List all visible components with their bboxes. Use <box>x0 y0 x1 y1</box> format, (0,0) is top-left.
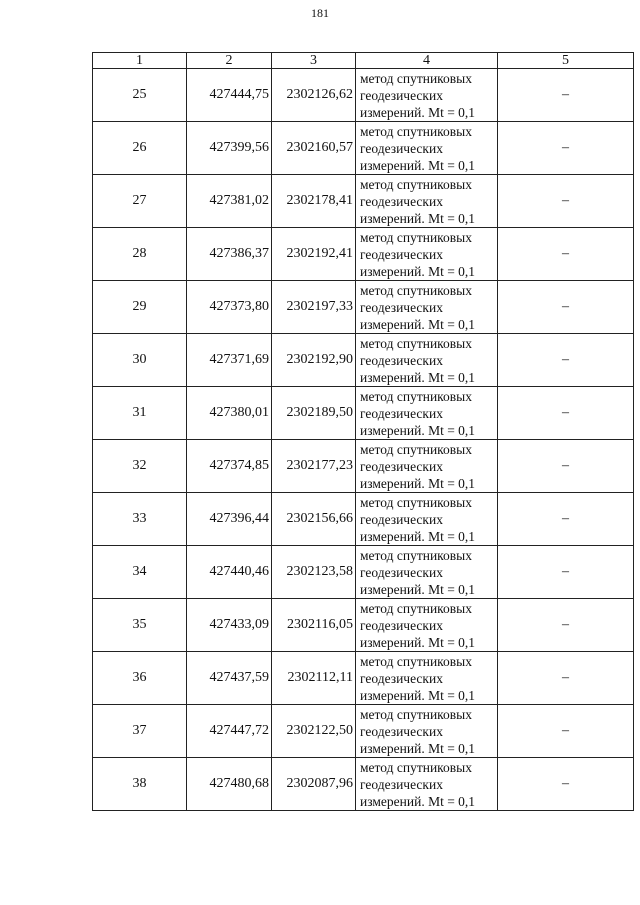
coordinate-y: 2302122,50 <box>272 705 356 758</box>
coordinate-x: 427447,72 <box>187 705 272 758</box>
coordinate-x: 427380,01 <box>187 387 272 440</box>
header-col-3: 3 <box>272 53 356 69</box>
coordinate-y: 2302192,90 <box>272 334 356 387</box>
point-number: 32 <box>93 440 187 493</box>
coordinate-x: 427371,69 <box>187 334 272 387</box>
page-number: 181 <box>311 6 329 20</box>
method-description <box>356 175 498 228</box>
note-cell: – <box>498 387 634 440</box>
method-line-1: метод спутниковых <box>360 335 472 351</box>
coordinate-y: 2302126,62 <box>272 69 356 122</box>
method-line-1: метод спутниковых <box>360 653 472 669</box>
note-cell: – <box>498 599 634 652</box>
note-cell: – <box>498 652 634 705</box>
method-description <box>356 334 498 387</box>
method-line-1: метод спутниковых <box>360 176 472 192</box>
header-col-2: 2 <box>187 53 272 69</box>
coordinate-y: 2302178,41 <box>272 175 356 228</box>
coordinate-y: 2302197,33 <box>272 281 356 334</box>
table-row <box>93 440 634 493</box>
method-line-1: метод спутниковых <box>360 229 472 245</box>
note-cell: – <box>498 175 634 228</box>
coordinate-x: 427433,09 <box>187 599 272 652</box>
table-row <box>93 652 634 705</box>
method-description <box>356 546 498 599</box>
method-line-3: измерений. Mt = 0,1 <box>360 793 476 809</box>
method-line-3: измерений. Mt = 0,1 <box>360 634 476 650</box>
coordinate-x: 427373,80 <box>187 281 272 334</box>
method-line-1: метод спутниковых <box>360 123 472 139</box>
point-number: 37 <box>93 705 187 758</box>
method-line-2: геодезических <box>360 458 443 474</box>
method-line-2: геодезических <box>360 246 443 262</box>
table-row <box>93 122 634 175</box>
note-cell: – <box>498 546 634 599</box>
method-description <box>356 122 498 175</box>
method-line-3: измерений. Mt = 0,1 <box>360 316 476 332</box>
coordinates-table <box>92 52 634 811</box>
coordinate-y: 2302123,58 <box>272 546 356 599</box>
method-line-3: измерений. Mt = 0,1 <box>360 263 476 279</box>
point-number: 33 <box>93 493 187 546</box>
method-line-2: геодезических <box>360 511 443 527</box>
note-cell: – <box>498 69 634 122</box>
note-cell: – <box>498 705 634 758</box>
table-row <box>93 281 634 334</box>
method-line-1: метод спутниковых <box>360 547 472 563</box>
method-line-3: измерений. Mt = 0,1 <box>360 157 476 173</box>
coordinate-x: 427399,56 <box>187 122 272 175</box>
table-row <box>93 69 634 122</box>
coordinate-y: 2302177,23 <box>272 440 356 493</box>
method-line-2: геодезических <box>360 405 443 421</box>
note-cell: – <box>498 440 634 493</box>
coordinate-x: 427480,68 <box>187 758 272 811</box>
method-line-3: измерений. Mt = 0,1 <box>360 581 476 597</box>
point-number: 30 <box>93 334 187 387</box>
method-line-2: геодезических <box>360 193 443 209</box>
method-line-1: метод спутниковых <box>360 282 472 298</box>
header-col-5: 5 <box>498 53 634 69</box>
method-line-3: измерений. Mt = 0,1 <box>360 369 476 385</box>
table-row <box>93 546 634 599</box>
table-row <box>93 705 634 758</box>
method-description <box>356 387 498 440</box>
table-row <box>93 599 634 652</box>
method-description <box>356 228 498 281</box>
coordinate-x: 427381,02 <box>187 175 272 228</box>
coordinate-x: 427396,44 <box>187 493 272 546</box>
method-line-2: геодезических <box>360 776 443 792</box>
coordinate-y: 2302192,41 <box>272 228 356 281</box>
point-number: 26 <box>93 122 187 175</box>
method-line-1: метод спутниковых <box>360 441 472 457</box>
method-line-1: метод спутниковых <box>360 70 472 86</box>
coordinate-x: 427440,46 <box>187 546 272 599</box>
method-line-3: измерений. Mt = 0,1 <box>360 740 476 756</box>
point-number: 29 <box>93 281 187 334</box>
coordinate-y: 2302087,96 <box>272 758 356 811</box>
point-number: 27 <box>93 175 187 228</box>
table-row <box>93 493 634 546</box>
method-line-3: измерений. Mt = 0,1 <box>360 104 476 120</box>
coordinate-x: 427444,75 <box>187 69 272 122</box>
coordinate-y: 2302160,57 <box>272 122 356 175</box>
method-line-3: измерений. Mt = 0,1 <box>360 210 476 226</box>
table-row <box>93 387 634 440</box>
method-line-1: метод спутниковых <box>360 388 472 404</box>
point-number: 25 <box>93 69 187 122</box>
coordinate-y: 2302112,11 <box>272 652 356 705</box>
method-line-2: геодезических <box>360 299 443 315</box>
table-row <box>93 175 634 228</box>
point-number: 28 <box>93 228 187 281</box>
coordinate-x: 427374,85 <box>187 440 272 493</box>
method-line-2: геодезических <box>360 352 443 368</box>
method-line-2: геодезических <box>360 564 443 580</box>
method-description <box>356 705 498 758</box>
method-description <box>356 493 498 546</box>
method-line-3: измерений. Mt = 0,1 <box>360 687 476 703</box>
coordinate-y: 2302156,66 <box>272 493 356 546</box>
point-number: 31 <box>93 387 187 440</box>
method-description <box>356 652 498 705</box>
header-col-4: 4 <box>356 53 498 69</box>
note-cell: – <box>498 758 634 811</box>
method-description <box>356 758 498 811</box>
coordinate-y: 2302189,50 <box>272 387 356 440</box>
method-line-2: геодезических <box>360 140 443 156</box>
note-cell: – <box>498 228 634 281</box>
table-row <box>93 228 634 281</box>
header-col-1: 1 <box>93 53 187 69</box>
method-line-2: геодезических <box>360 87 443 103</box>
coordinate-x: 427437,59 <box>187 652 272 705</box>
point-number: 36 <box>93 652 187 705</box>
point-number: 38 <box>93 758 187 811</box>
method-line-2: геодезических <box>360 670 443 686</box>
method-line-3: измерений. Mt = 0,1 <box>360 475 476 491</box>
method-description <box>356 69 498 122</box>
method-line-2: геодезических <box>360 617 443 633</box>
method-description <box>356 281 498 334</box>
coordinate-x: 427386,37 <box>187 228 272 281</box>
method-line-3: измерений. Mt = 0,1 <box>360 528 476 544</box>
point-number: 34 <box>93 546 187 599</box>
method-line-2: геодезических <box>360 723 443 739</box>
method-line-3: измерений. Mt = 0,1 <box>360 422 476 438</box>
method-description <box>356 440 498 493</box>
method-line-1: метод спутниковых <box>360 759 472 775</box>
method-line-1: метод спутниковых <box>360 600 472 616</box>
method-line-1: метод спутниковых <box>360 494 472 510</box>
table-body <box>93 69 634 811</box>
note-cell: – <box>498 281 634 334</box>
coordinate-y: 2302116,05 <box>272 599 356 652</box>
table-row <box>93 334 634 387</box>
note-cell: – <box>498 122 634 175</box>
table-header-row <box>93 53 634 69</box>
method-description <box>356 599 498 652</box>
note-cell: – <box>498 334 634 387</box>
point-number: 35 <box>93 599 187 652</box>
table-row <box>93 758 634 811</box>
note-cell: – <box>498 493 634 546</box>
method-line-1: метод спутниковых <box>360 706 472 722</box>
